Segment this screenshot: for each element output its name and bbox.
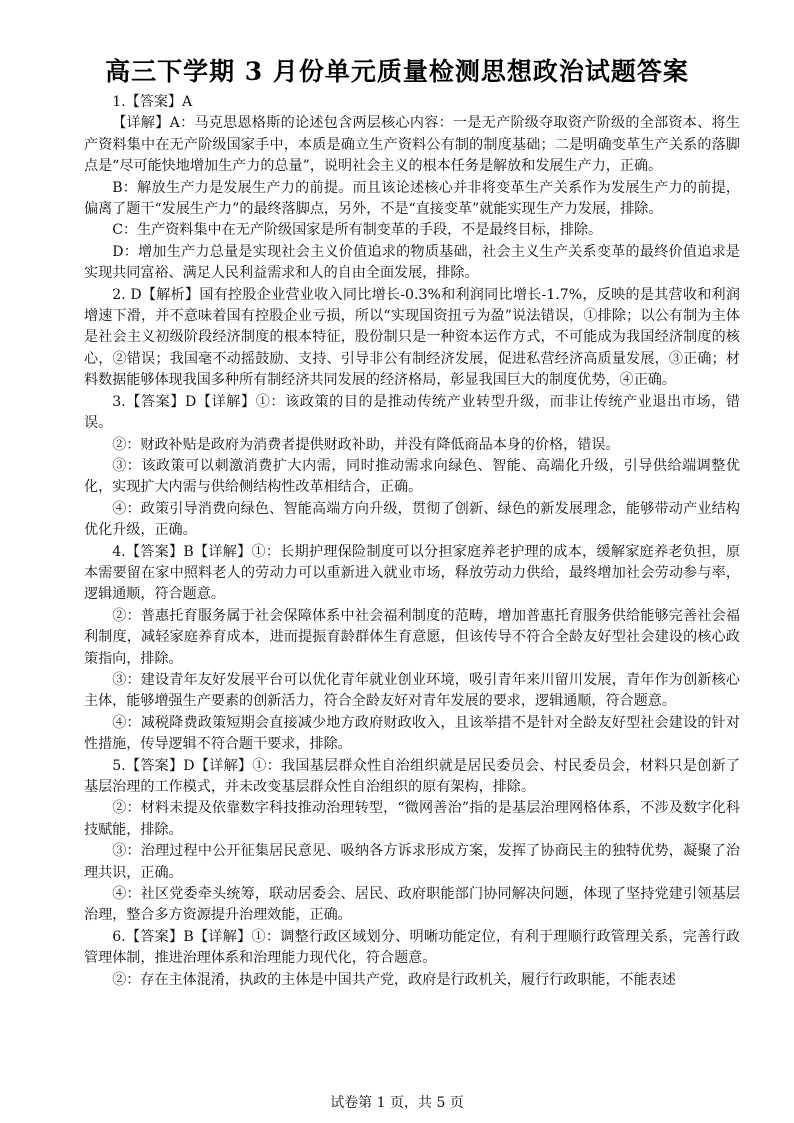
answer-paragraph: ②：材料未提及依靠数字科技推动治理转型，“微网善治”指的是基层治理网格体系，不涉及数字化科技赋能，排除。 bbox=[84, 800, 740, 838]
answer-paragraph: ③：治理过程中公开征集居民意见、吸纳各方诉求形成方案，发挥了协商民主的独特优势，凝聚了治理共识，正确。 bbox=[84, 843, 740, 881]
answer-paragraph: ④：政策引导消费向绿色、智能高端方向升级，贯彻了创新、绿色的新发展理念，能够带动产业结构优化升级，正确。 bbox=[84, 500, 740, 539]
answer-paragraph: 3.【答案】D【详解】①：该政策的目的是推动传统产业转型升级，而非让传统产业退出市场，错误。 bbox=[84, 393, 740, 432]
answer-paragraph: D：增加生产力总量是实现社会主义价值追求的物质基础，社会主义生产关系变革的最终价值追求是实现共同富裕、满足人民利益需求和人的自由全面发展，排除。 bbox=[84, 243, 740, 282]
answer-paragraph: 1.【答案】A bbox=[112, 94, 193, 110]
answer-paragraph: C：生产资料集中在无产阶级国家是所有制变革的手段，不是最终目标，排除。 bbox=[112, 222, 603, 239]
answer-paragraph: 6.【答案】B【详解】①：调整行政区域划分、明晰功能定位，有利于理顺行政管理关系，完善行政管理体制，推进治理体系和治理能力现代化，符合题意。 bbox=[84, 928, 740, 967]
answer-paragraph: 4.【答案】B【详解】①：长期护理保险制度可以分担家庭养老护理的成本，缓解家庭养老负担，原本需要留在家中照料老人的劳动力可以重新进入就业市场，释放劳动力供给，最终增加社会劳动参与率，逻辑通顺，符合题意。 bbox=[84, 543, 740, 603]
answer-paragraph: ②：普惠托育服务属于社会保障体系中社会福利制度的范畴，增加普惠托育服务供给能够完善社会福利制度，减轻家庭养育成本，进而提振育龄群体生育意愿，但该传导不符合全龄友好型社会建设的核心政策指向，排除。 bbox=[84, 607, 740, 667]
answer-paragraph: 【详解】A：马克思恩格斯的论述包含两层核心内容：一是无产阶级夺取资产阶级的全部资本、将生产资料集中在无产阶级国家手中，本质是确立生产资料公有制的制度基础；二是明确变革生产关系的落脚点是“尽可能快地增加生产力的总量”，说明社会主义的根本任务是解放和发展生产力，正确。 bbox=[84, 115, 740, 175]
page-title: 高三下学期 3 月份单元质量检测思想政治试题答案 bbox=[105, 57, 689, 86]
answer-paragraph: ④：社区党委牵头统筹，联动居委会、居民、政府职能部门协同解决问题，体现了坚持党建引领基层治理，整合多方资源提升治理效能，正确。 bbox=[84, 886, 740, 924]
page-footer: 试卷第 1 页，共 5 页 bbox=[330, 1095, 464, 1111]
answer-paragraph: 5.【答案】D【详解】①：我国基层群众性自治组织就是居民委员会、村民委员会，材料只是创新了基层治理的工作模式，并未改变基层群众性自治组织的原有架构，排除。 bbox=[84, 757, 740, 795]
answer-content bbox=[84, 92, 740, 991]
answer-paragraph: B：解放生产力是发展生产力的前提。而且该论述核心并非将变革生产关系作为发展生产力的前提，偏离了题干“发展生产力”的最终落脚点，另外，不是“直接变革”就能实现生产力发展，排除。 bbox=[84, 179, 740, 218]
answer-paragraph: 2. D【解析】国有控股企业营业收入同比增长-0.3%和利润同比增长-1.7%，反映的是其营收和利润增速下滑，并不意味着国有控股企业亏损，所以“实现国资扭亏为盈”说法错误，①排除；以公有制为主体是社会主义初级阶段经济制度的根本特征，股份制只是一种资本运作方式，不可能成为我国经济制度的核心，②错误；我国毫不动摇鼓励、支持、引导非公有制经济发展，促进私营经济高质量发展，③正确；材料数据能够体现我国多种所有制经济共同发展的经济格局，彰显我国巨大的制度优势，④正确。 bbox=[84, 286, 740, 389]
answer-paragraph: ④：减税降费政策短期会直接减少地方政府财政收入，且该举措不是针对全龄友好型社会建设的针对性措施，传导逻辑不符合题干要求，排除。 bbox=[84, 714, 740, 753]
answer-paragraph: ③：该政策可以刺激消费扩大内需，同时推动需求向绿色、智能、高端化升级，引导供给端调整优化，实现扩大内需与供给侧结构性改革相结合，正确。 bbox=[84, 457, 740, 496]
answer-paragraph: ②：存在主体混淆，执政的主体是中国共产党，政府是行政机关，履行行政职能，不能表述 bbox=[112, 971, 676, 988]
answer-paragraph: ②：财政补贴是政府为消费者提供财政补助，并没有降低商品本身的价格，错误。 bbox=[112, 436, 620, 453]
answer-paragraph: ③：建设青年友好发展平台可以优化青年就业创业环境，吸引青年来川留川发展，青年作为创新核心主体，能够增强生产要素的创新活力，符合全龄友好对青年发展的要求，逻辑通顺，符合题意。 bbox=[84, 671, 740, 710]
